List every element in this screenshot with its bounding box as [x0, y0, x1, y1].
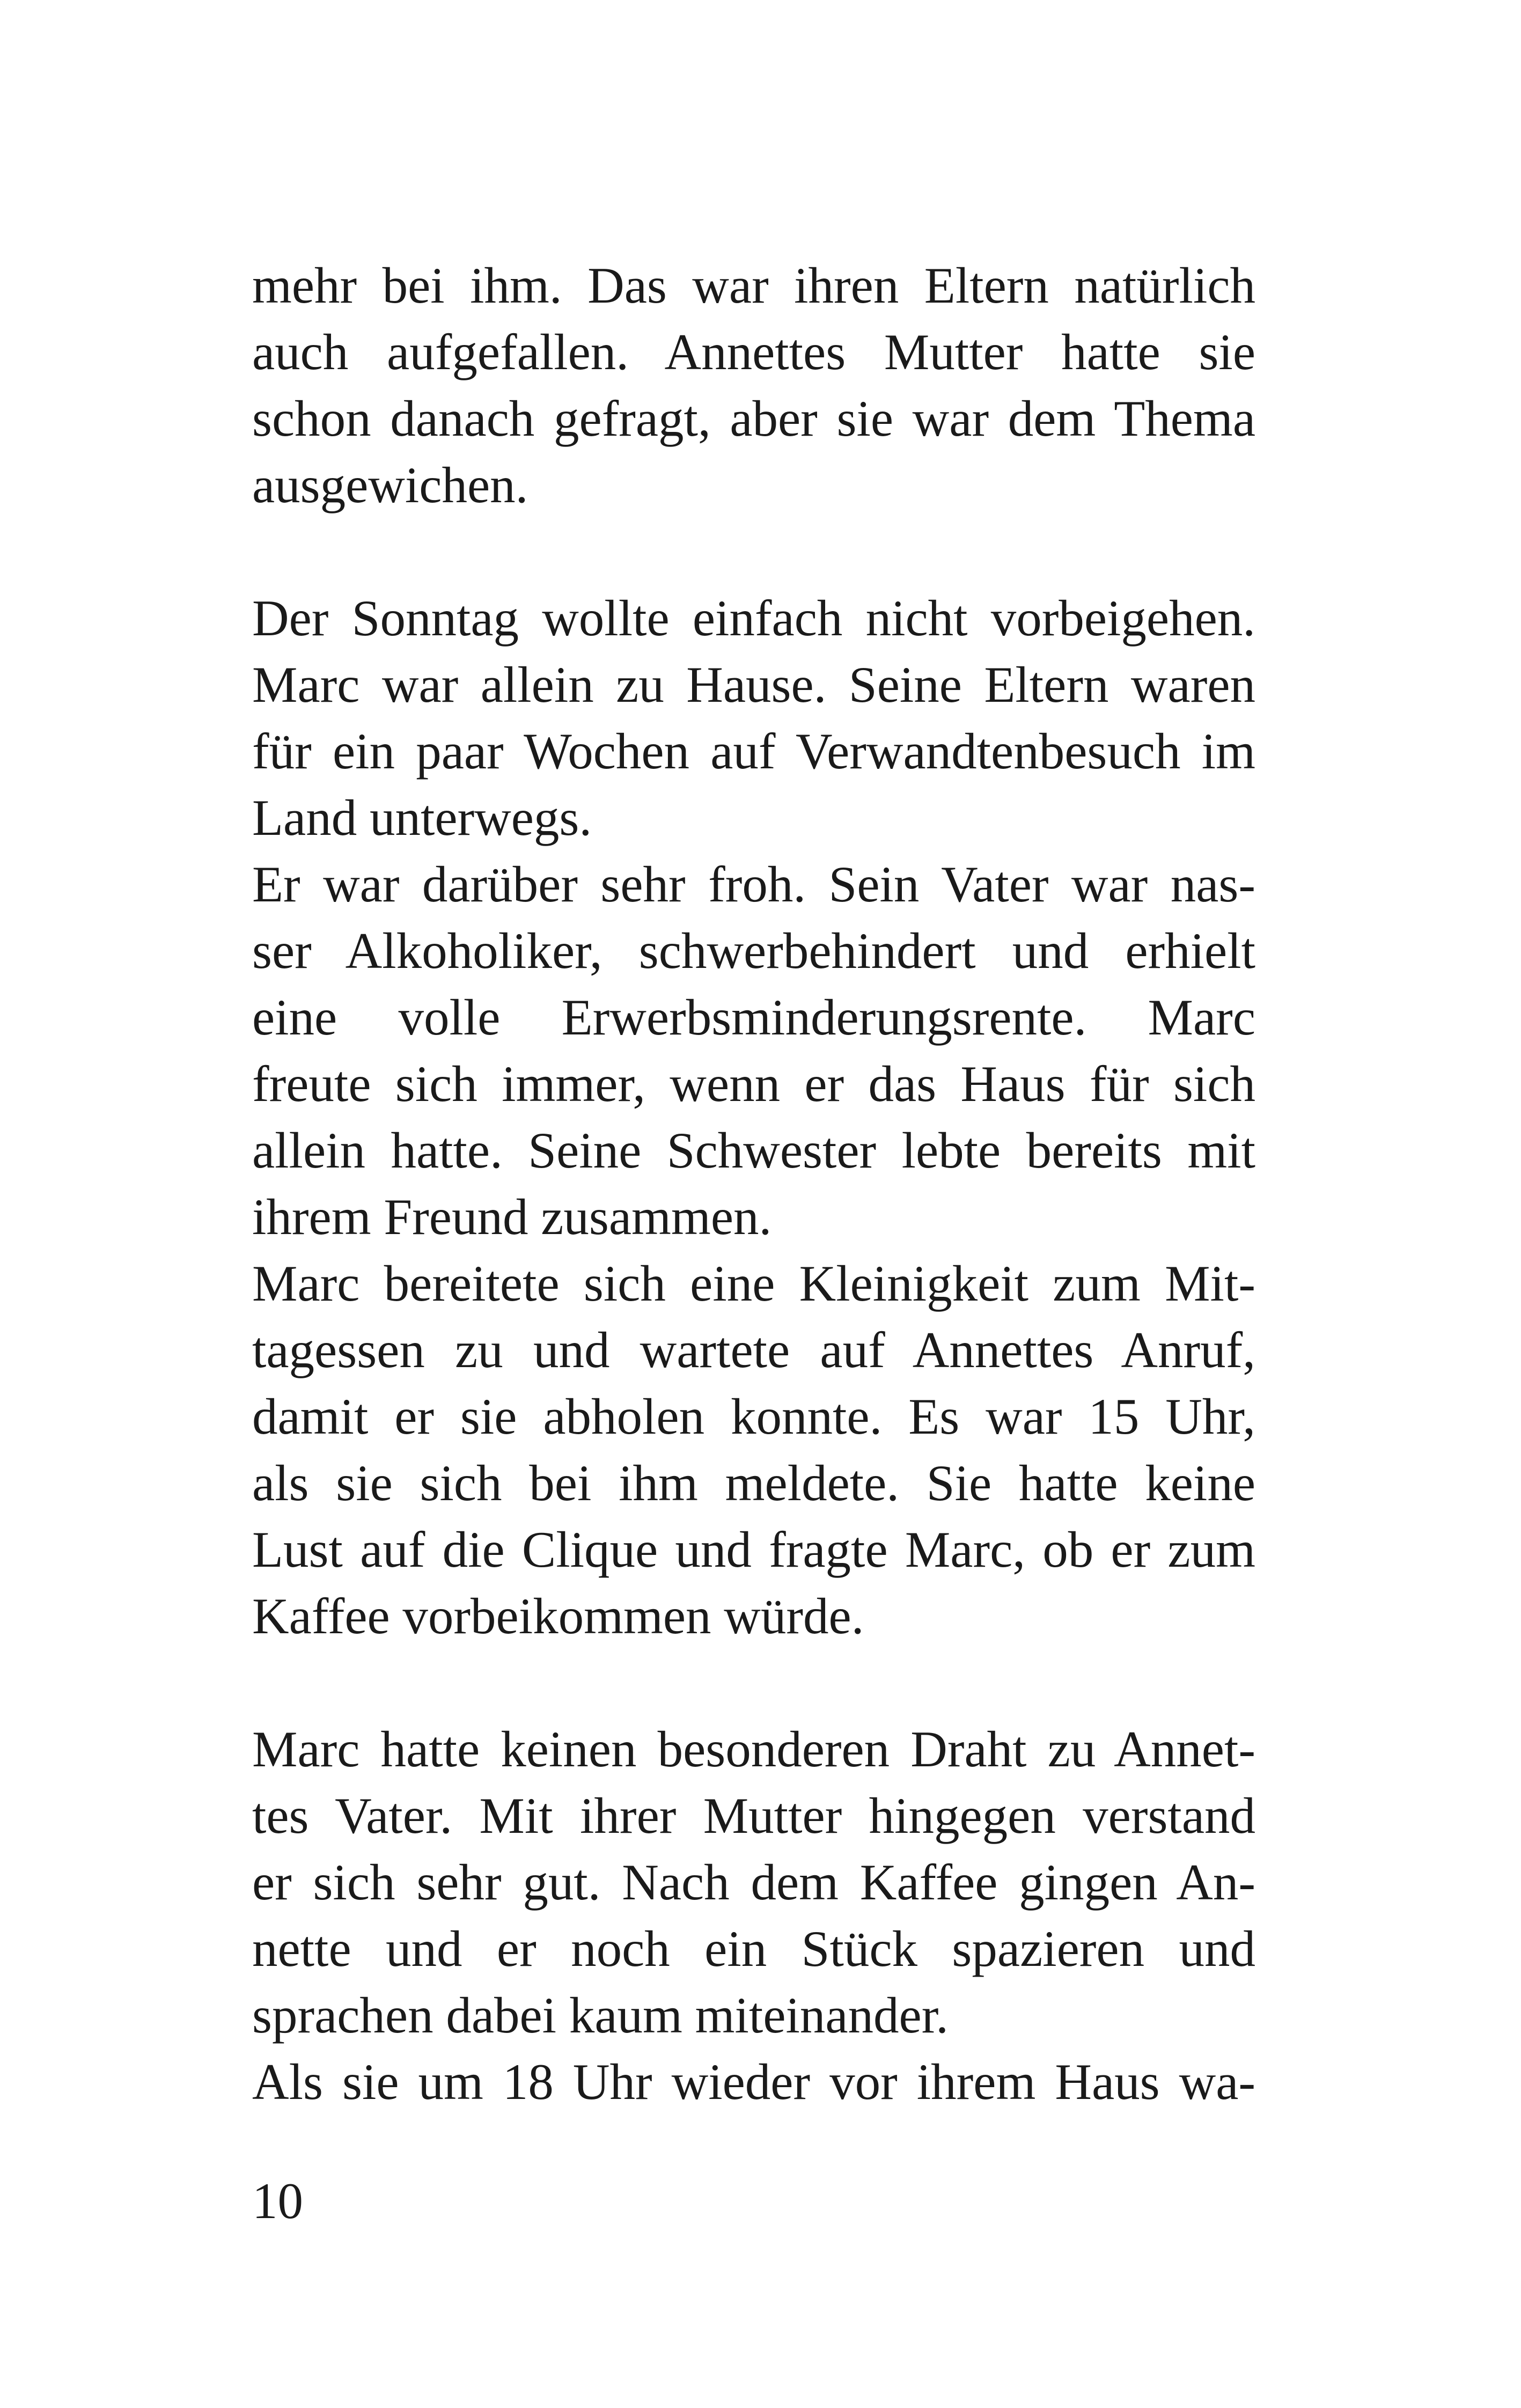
text-line: für ein paar Wochen auf Verwandtenbesuch im	[252, 723, 1255, 780]
text-line: ausgewichen.	[252, 457, 528, 513]
text-line: Kaffee vorbeikommen würde.	[252, 1588, 864, 1645]
text-line: Marc war allein zu Hause. Seine Eltern waren	[252, 656, 1255, 713]
text-line: tes Vater. Mit ihrer Mutter hingegen verstand	[252, 1787, 1255, 1844]
text-line: auch aufgefallen. Annettes Mutter hatte sie	[252, 324, 1255, 380]
text-line: ihrem Freund zusammen.	[252, 1188, 772, 1245]
text-line: Marc bereitete sich eine Kleinigkeit zum Mit-	[252, 1255, 1255, 1312]
text-line: Lust auf die Clique und fragte Marc, ob er zum	[252, 1521, 1255, 1578]
paragraph-gap	[252, 518, 1255, 585]
text-line: Land unterwegs.	[252, 789, 592, 846]
body-text	[252, 252, 1255, 2115]
text-line: allein hatte. Seine Schwester lebte bereits mit	[252, 1122, 1255, 1179]
text-line: Er war darüber sehr froh. Sein Vater war nas-	[252, 856, 1255, 913]
paragraph-gap	[252, 1649, 1255, 1716]
text-line: Als sie um 18 Uhr wieder vor ihrem Haus wa-	[252, 2053, 1255, 2110]
text-line: Marc hatte keinen besonderen Draht zu Annet-	[252, 1721, 1255, 1778]
text-line: damit er sie abholen konnte. Es war 15 Uhr,	[252, 1388, 1255, 1445]
text-line: tagessen zu und wartete auf Annettes Anruf,	[252, 1322, 1255, 1378]
text-line: eine volle Erwerbsminderungsrente. Marc	[252, 989, 1255, 1046]
text-line: nette und er noch ein Stück spazieren und	[252, 1920, 1255, 1977]
text-line: sprachen dabei kaum miteinander.	[252, 1987, 949, 2044]
text-line: ser Alkoholiker, schwerbehindert und erhielt	[252, 922, 1255, 979]
text-line: er sich sehr gut. Nach dem Kaffee gingen An-	[252, 1854, 1255, 1911]
text-line: als sie sich bei ihm meldete. Sie hatte keine	[252, 1455, 1255, 1511]
text-line: schon danach gefragt, aber sie war dem Thema	[252, 390, 1255, 447]
text-line: Der Sonntag wollte einfach nicht vorbeigehen.	[252, 590, 1255, 647]
text-line: freute sich immer, wenn er das Haus für sich	[252, 1055, 1255, 1112]
page-number: 10	[252, 2172, 303, 2229]
text-line: mehr bei ihm. Das war ihren Eltern natürlich	[252, 257, 1255, 314]
